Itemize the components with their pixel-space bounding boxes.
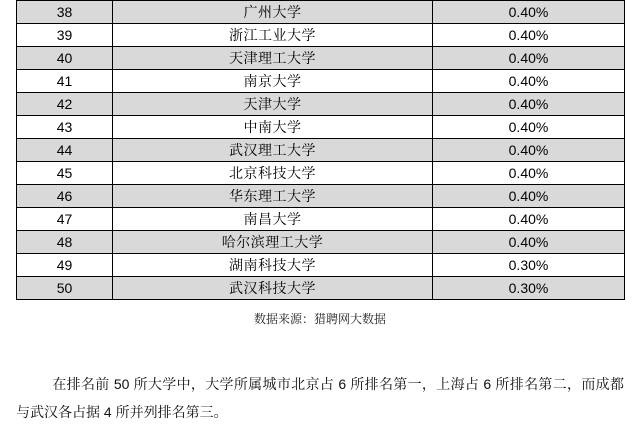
- cell-university-name: 天津理工大学: [113, 47, 433, 70]
- table-row: [17, 254, 625, 277]
- cell-percentage: 0.40%: [433, 162, 625, 185]
- table-row: [17, 116, 625, 139]
- table-row: [17, 208, 625, 231]
- table-row: [17, 231, 625, 254]
- cell-rank: 38: [17, 1, 113, 24]
- cell-rank: 48: [17, 231, 113, 254]
- cell-percentage: 0.30%: [433, 254, 625, 277]
- data-source-caption: 数据来源：猎聘网大数据: [253, 312, 386, 326]
- cell-rank: 40: [17, 47, 113, 70]
- cell-rank: 42: [17, 93, 113, 116]
- cell-percentage: 0.30%: [433, 277, 625, 300]
- table-row: [17, 277, 625, 300]
- cell-university-name: 湖南科技大学: [113, 254, 433, 277]
- cell-university-name: 中南大学: [113, 116, 433, 139]
- cell-rank: 39: [17, 24, 113, 47]
- cell-percentage: 0.40%: [433, 185, 625, 208]
- cell-university-name: 哈尔滨理工大学: [113, 231, 433, 254]
- cell-percentage: 0.40%: [433, 47, 625, 70]
- cell-university-name: 广州大学: [113, 1, 433, 24]
- university-ranking-table: [16, 0, 625, 300]
- cell-percentage: 0.40%: [433, 93, 625, 116]
- table-row: [17, 93, 625, 116]
- cell-rank: 50: [17, 277, 113, 300]
- cell-percentage: 0.40%: [433, 24, 625, 47]
- table-row: [17, 162, 625, 185]
- cell-percentage: 0.40%: [433, 208, 625, 231]
- cell-rank: 46: [17, 185, 113, 208]
- cell-percentage: 0.40%: [433, 139, 625, 162]
- body-paragraph: [16, 370, 624, 426]
- cell-university-name: 武汉理工大学: [113, 139, 433, 162]
- cell-university-name: 南昌大学: [113, 208, 433, 231]
- cell-percentage: 0.40%: [433, 1, 625, 24]
- cell-university-name: 北京科技大学: [113, 162, 433, 185]
- table-row: [17, 47, 625, 70]
- cell-percentage: 0.40%: [433, 116, 625, 139]
- cell-rank: 49: [17, 254, 113, 277]
- table-row: [17, 185, 625, 208]
- cell-university-name: 南京大学: [113, 70, 433, 93]
- table-row: [17, 24, 625, 47]
- cell-university-name: 华东理工大学: [113, 185, 433, 208]
- cell-rank: 43: [17, 116, 113, 139]
- cell-university-name: 天津大学: [113, 93, 433, 116]
- paragraph-text: 在排名前 50 所大学中，大学所属城市北京占 6 所排名第一，上海占 6 所排名第二，而成都与武汉各占据 4 所并列排名第三。: [16, 376, 624, 420]
- university-ranking-table-container: [16, 0, 624, 300]
- cell-rank: 41: [17, 70, 113, 93]
- table-row: [17, 70, 625, 93]
- table-body: [17, 1, 625, 300]
- cell-rank: 47: [17, 208, 113, 231]
- table-row: [17, 1, 625, 24]
- table-row: [17, 139, 625, 162]
- cell-university-name: 武汉科技大学: [113, 277, 433, 300]
- cell-percentage: 0.40%: [433, 231, 625, 254]
- cell-university-name: 浙江工业大学: [113, 24, 433, 47]
- cell-rank: 45: [17, 162, 113, 185]
- cell-rank: 44: [17, 139, 113, 162]
- cell-percentage: 0.40%: [433, 70, 625, 93]
